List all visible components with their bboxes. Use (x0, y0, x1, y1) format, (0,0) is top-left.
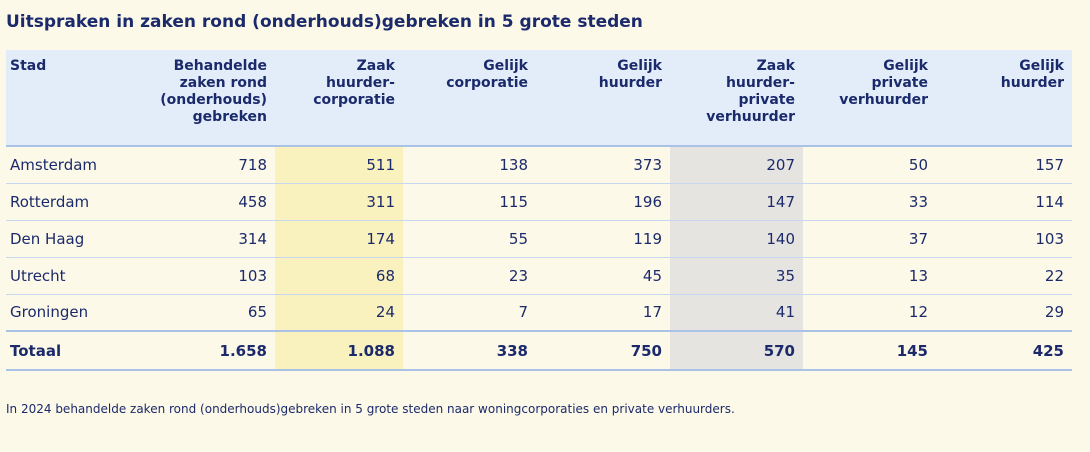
table-cell: 23 (403, 257, 536, 294)
table-cell: 37 (803, 220, 936, 257)
table-row (6, 183, 1072, 220)
table-cell: 1.658 (139, 331, 275, 370)
column-header-line: Zaak (756, 58, 795, 74)
table-cell: 311 (275, 183, 403, 220)
column-header-line: Gelijk (617, 58, 662, 74)
table-cell: 373 (536, 146, 670, 183)
table-cell: 338 (403, 331, 536, 370)
table-cell: 103 (139, 257, 275, 294)
total-row (6, 331, 1072, 370)
row-label: Amsterdam (6, 146, 139, 183)
column-header-6 (803, 50, 936, 146)
table-cell: 45 (536, 257, 670, 294)
table-cell: 55 (403, 220, 536, 257)
table-cell: 114 (936, 183, 1072, 220)
data-table (6, 50, 1072, 371)
column-header-line: Gelijk (1019, 58, 1064, 74)
column-header-line: Zaak (356, 58, 395, 74)
table-cell: 22 (936, 257, 1072, 294)
row-label: Totaal (6, 331, 139, 370)
table-cell: 511 (275, 146, 403, 183)
table-cell: 147 (670, 183, 803, 220)
column-header-0 (6, 50, 139, 146)
column-header-line: huurder- (725, 75, 795, 91)
table-cell: 570 (670, 331, 803, 370)
column-header-5 (670, 50, 803, 146)
row-label: Groningen (6, 294, 139, 331)
column-header-line: Gelijk (483, 58, 528, 74)
column-header-line: private (871, 75, 928, 91)
table-cell: 157 (936, 146, 1072, 183)
column-header-line: huurder (1000, 75, 1064, 91)
chart-title: Uitspraken in zaken rond (onderhouds)gebreken in 5 grote steden (6, 12, 643, 32)
column-header-line: zaken rond (179, 75, 267, 91)
table-cell: 17 (536, 294, 670, 331)
table-cell: 13 (803, 257, 936, 294)
table-cell: 12 (803, 294, 936, 331)
column-header-line: huurder (598, 75, 662, 91)
table-cell: 314 (139, 220, 275, 257)
row-label: Den Haag (6, 220, 139, 257)
table-cell: 29 (936, 294, 1072, 331)
column-header-2 (275, 50, 403, 146)
table-row (6, 294, 1072, 331)
table-cell: 750 (536, 331, 670, 370)
column-header-line: private (738, 92, 795, 108)
table-header-row (6, 50, 1072, 146)
table-cell: 103 (936, 220, 1072, 257)
footnote: In 2024 behandelde zaken rond (onderhouds)gebreken in 5 grote steden naar woningcorporaties en private verhuurders. (6, 402, 735, 416)
row-label: Utrecht (6, 257, 139, 294)
table-cell: 7 (403, 294, 536, 331)
column-header-line: Stad (10, 58, 47, 74)
table-cell: 196 (536, 183, 670, 220)
table-cell: 119 (536, 220, 670, 257)
column-header-line: huurder- (325, 75, 395, 91)
column-header-line: Behandelde (173, 58, 267, 74)
table-cell: 24 (275, 294, 403, 331)
column-header-line: (onderhouds) (160, 92, 267, 108)
column-header-line: gebreken (192, 109, 267, 125)
table-cell: 425 (936, 331, 1072, 370)
table-row (6, 146, 1072, 183)
table-cell: 140 (670, 220, 803, 257)
column-header-4 (536, 50, 670, 146)
column-header-3 (403, 50, 536, 146)
table-cell: 174 (275, 220, 403, 257)
column-header-line: corporatie (446, 75, 528, 91)
table-row (6, 257, 1072, 294)
table-cell: 1.088 (275, 331, 403, 370)
table-cell: 65 (139, 294, 275, 331)
table-cell: 41 (670, 294, 803, 331)
column-header-line: verhuurder (706, 109, 795, 125)
column-header-7 (936, 50, 1072, 146)
table-cell: 458 (139, 183, 275, 220)
column-header-line: corporatie (313, 92, 395, 108)
table-cell: 207 (670, 146, 803, 183)
table-cell: 33 (803, 183, 936, 220)
table-cell: 145 (803, 331, 936, 370)
column-header-line: verhuurder (839, 92, 928, 108)
table-cell: 68 (275, 257, 403, 294)
column-header-1 (139, 50, 275, 146)
table-cell: 138 (403, 146, 536, 183)
table-row (6, 220, 1072, 257)
column-header-line: Gelijk (883, 58, 928, 74)
table-cell: 50 (803, 146, 936, 183)
table-cell: 115 (403, 183, 536, 220)
row-label: Rotterdam (6, 183, 139, 220)
table-cell: 718 (139, 146, 275, 183)
table-body (6, 146, 1072, 370)
table-cell: 35 (670, 257, 803, 294)
